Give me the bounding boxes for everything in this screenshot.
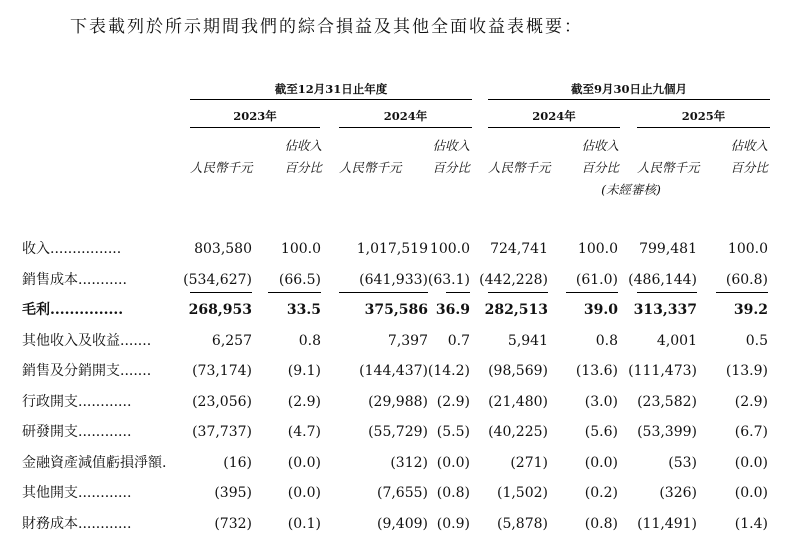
table-row — [0, 509, 811, 539]
cell-rmb-2025: (326) — [659, 485, 697, 501]
cell-rmb-2024: (641,933) — [359, 271, 428, 288]
pct-header-2025-line2: 百分比 — [730, 160, 768, 175]
subtotal-rule — [637, 292, 697, 293]
cell-pct-2024-nine-months: (0.8) — [584, 515, 618, 532]
cell-rmb-2025: 4,001 — [656, 332, 697, 349]
cell-rmb-2024: 1,017,519 — [356, 241, 428, 257]
cell-pct-2023: (0.1) — [287, 515, 321, 532]
unit-header-rmb-2023: 人民幣千元 — [190, 160, 253, 175]
cell-pct-2023: 0.8 — [298, 332, 321, 349]
cell-pct-2024-nine-months: (0.0) — [584, 454, 618, 471]
pct-header-2023-line2: 百分比 — [284, 160, 322, 175]
cell-rmb-2024: 7,397 — [387, 332, 428, 349]
pct-header-2024-nine-months-line2: 百分比 — [581, 160, 619, 175]
year-rule-2024-nine-months — [488, 127, 620, 128]
table-row — [0, 234, 811, 264]
subtotal-rule — [716, 292, 768, 293]
cell-pct-2025: (1.4) — [734, 515, 768, 532]
year-header-2024: 2024年 — [383, 109, 428, 123]
intro-text: 下表載列於所示期間我們的綜合損益及其他全面收益表概要： — [70, 17, 583, 37]
cell-pct-2023: (4.7) — [287, 424, 321, 440]
year-header-2025: 2025年 — [681, 109, 726, 123]
pct-header-2024-line2: 百分比 — [432, 160, 470, 175]
cell-rmb-2025: (486,144) — [628, 271, 697, 288]
subtotal-rule — [268, 292, 321, 293]
cell-pct-2024-nine-months: (13.6) — [575, 363, 618, 379]
cell-pct-2024-nine-months: (5.6) — [584, 424, 618, 440]
cell-rmb-2024: (55,729) — [368, 424, 428, 440]
cell-pct-2024-nine-months: 100.0 — [577, 241, 618, 257]
cell-pct-2025: (2.9) — [734, 393, 768, 410]
cell-pct-2025: (6.7) — [734, 424, 768, 440]
header-rule-year-ended — [190, 99, 472, 100]
cell-rmb-2023: (37,737) — [192, 424, 252, 440]
subtotal-rule — [488, 292, 548, 293]
cell-pct-2024: (2.9) — [436, 393, 470, 410]
cell-rmb-2023: 268,953 — [188, 302, 252, 318]
cell-rmb-2024-nine-months: (1,502) — [496, 485, 548, 501]
cell-pct-2025: 0.5 — [745, 332, 768, 349]
cell-rmb-2023: (73,174) — [192, 363, 252, 379]
cell-rmb-2024: (9,409) — [376, 515, 428, 532]
row-label: 行政開支............ — [22, 393, 132, 410]
cell-rmb-2024-nine-months: (442,228) — [479, 271, 548, 288]
cell-pct-2024: (14.2) — [427, 363, 470, 379]
cell-pct-2025: (0.0) — [734, 454, 768, 471]
cell-pct-2025: 100.0 — [727, 241, 768, 257]
cell-pct-2024-nine-months: (61.0) — [575, 271, 618, 288]
cell-rmb-2023: 6,257 — [211, 332, 252, 349]
cell-pct-2023: (2.9) — [287, 393, 321, 410]
row-label: 銷售及分銷開支....... — [22, 363, 152, 379]
cell-pct-2024: (63.1) — [427, 271, 470, 288]
cell-rmb-2023: (395) — [214, 485, 252, 501]
cell-rmb-2024: (29,988) — [368, 393, 428, 410]
cell-pct-2024: (0.8) — [436, 485, 470, 501]
subtotal-rule — [190, 292, 252, 293]
cell-rmb-2023: (16) — [223, 454, 252, 471]
row-label: 其他收入及收益....... — [22, 332, 152, 349]
cell-rmb-2024-nine-months: (5,878) — [496, 515, 548, 532]
cell-rmb-2024-nine-months: 282,513 — [484, 302, 548, 318]
cell-rmb-2025: (23,582) — [637, 393, 697, 410]
row-label: 財務成本............ — [22, 515, 132, 532]
cell-pct-2024: (0.0) — [436, 454, 470, 471]
table-row — [0, 265, 811, 295]
cell-pct-2023: (66.5) — [278, 271, 321, 288]
year-rule-2023 — [190, 127, 320, 128]
cell-rmb-2025: 799,481 — [639, 241, 697, 257]
cell-pct-2024: 36.9 — [435, 302, 470, 318]
year-header-2023: 2023年 — [233, 109, 277, 123]
year-rule-2025 — [637, 127, 770, 128]
header-rule-nine-months — [488, 99, 770, 100]
subtotal-rule — [339, 292, 428, 293]
cell-pct-2024-nine-months: 39.0 — [583, 302, 618, 318]
cell-pct-2025: (0.0) — [734, 485, 768, 501]
cell-rmb-2024-nine-months: (40,225) — [488, 424, 548, 440]
table-row — [0, 326, 811, 356]
cell-rmb-2024: (312) — [390, 454, 428, 471]
cell-rmb-2024-nine-months: 724,741 — [490, 241, 548, 257]
unit-header-rmb-2025: 人民幣千元 — [637, 160, 700, 175]
cell-rmb-2023: (23,056) — [192, 393, 252, 410]
cell-rmb-2024: (144,437) — [359, 363, 428, 379]
row-label: 其他開支............ — [22, 485, 132, 501]
cell-pct-2023: (9.1) — [287, 363, 321, 379]
cell-pct-2024: (0.9) — [436, 515, 470, 532]
cell-rmb-2023: (732) — [214, 515, 252, 532]
pct-header-2024-nine-months-line1: 佔收入 — [581, 138, 619, 153]
row-label: 銷售成本........... — [22, 271, 127, 288]
table-row — [0, 448, 811, 478]
cell-pct-2023: 33.5 — [286, 302, 321, 318]
subtotal-rule — [446, 292, 470, 293]
table-row — [0, 478, 811, 508]
cell-pct-2025: 39.2 — [733, 302, 768, 318]
cell-pct-2024-nine-months: (0.2) — [584, 485, 618, 501]
cell-rmb-2024: (7,655) — [376, 485, 428, 501]
cell-pct-2024-nine-months: 0.8 — [595, 332, 618, 349]
cell-rmb-2024-nine-months: (271) — [510, 454, 548, 471]
row-label: 研發開支............ — [22, 424, 132, 440]
pct-header-2023-line1: 佔收入 — [284, 138, 322, 153]
cell-rmb-2023: 803,580 — [194, 241, 252, 257]
header-nine-months: 截至9月30日止九個月 — [570, 82, 687, 96]
cell-rmb-2025: (53) — [668, 454, 697, 471]
cell-rmb-2023: (534,627) — [183, 271, 252, 288]
cell-rmb-2025: (53,399) — [637, 424, 697, 440]
cell-pct-2024: 100.0 — [429, 241, 470, 257]
year-rule-2024 — [339, 127, 472, 128]
cell-pct-2024: (5.5) — [436, 424, 470, 440]
cell-pct-2023: 100.0 — [280, 241, 321, 257]
pct-header-2025-line1: 佔收入 — [730, 138, 768, 153]
unit-header-rmb-2024-nine-months: 人民幣千元 — [488, 160, 551, 175]
cell-pct-2023: (0.0) — [287, 454, 321, 471]
row-label: 毛利............... — [22, 302, 124, 318]
year-header-2024-nine-months: 2024年 — [532, 109, 576, 123]
cell-pct-2024-nine-months: (3.0) — [584, 393, 618, 410]
unaudited-note: (未經審核) — [601, 182, 661, 197]
cell-rmb-2024-nine-months: 5,941 — [507, 332, 548, 349]
cell-rmb-2025: 313,337 — [633, 302, 697, 318]
cell-pct-2023: (0.0) — [287, 485, 321, 501]
cell-rmb-2024: 375,586 — [364, 302, 428, 318]
header-year-ended: 截至12月31日止年度 — [274, 82, 388, 96]
table-row — [0, 417, 811, 447]
cell-rmb-2024-nine-months: (98,569) — [488, 363, 548, 379]
table-row — [0, 356, 811, 386]
table-row — [0, 295, 811, 325]
unit-header-rmb-2024: 人民幣千元 — [339, 160, 402, 175]
cell-pct-2025: (60.8) — [725, 271, 768, 288]
cell-rmb-2025: (111,473) — [628, 363, 697, 379]
row-label: 金融資產減值虧損淨額. — [22, 454, 167, 471]
table-row — [0, 387, 811, 417]
cell-pct-2025: (13.9) — [725, 363, 768, 379]
subtotal-rule — [566, 292, 618, 293]
cell-rmb-2024-nine-months: (21,480) — [488, 393, 548, 410]
pct-header-2024-line1: 佔收入 — [432, 138, 470, 153]
cell-pct-2024: 0.7 — [447, 332, 470, 349]
cell-rmb-2025: (11,491) — [637, 515, 697, 532]
row-label: 收入................ — [22, 241, 122, 257]
